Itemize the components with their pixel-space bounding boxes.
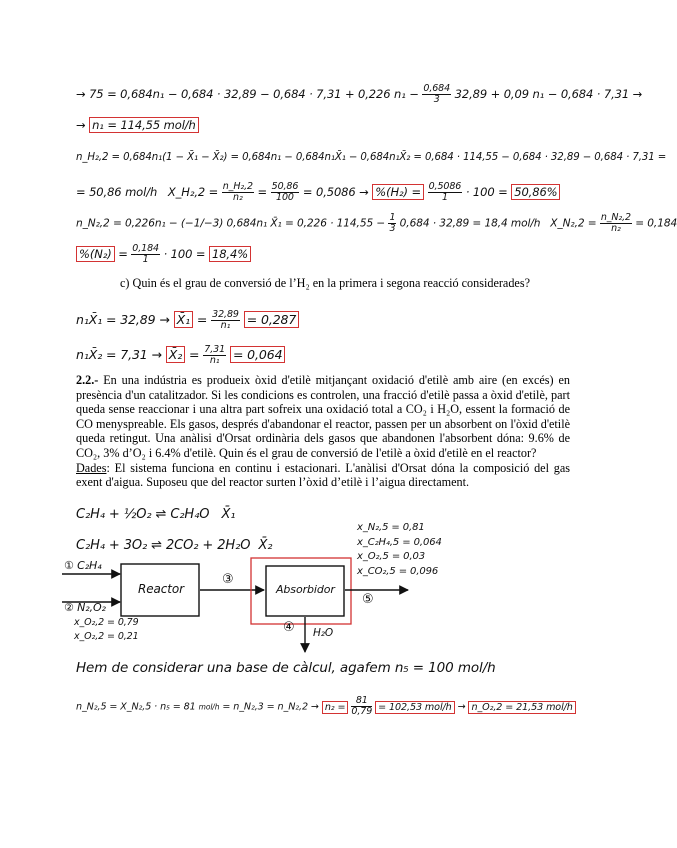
result-box-o2-2: n_O₂,2 = 21,53 mol/h [468,701,575,714]
out5-comp-c2h4: x_C₂H₄,5 = 0,064 [357,536,442,548]
solution-line-3: n_H₂,2 = 0,684n₁(1 − X̄₁ − X̄₂) = 0,684n₁ − 0,684n₁X̄₁ − 0,684n₁X̄₂ = 0,684 · 114,55 − 0,684 · 32,89 − 0,684 · 7,31 = [76,152,667,163]
dades-text: : El sistema funciona en continu i estacionari. L'anàlisi d'Orsat dóna la composició del gas exent d'aigua. Suposeu que del reactor surten l’òxid d’etilè i l’aigua directament. [76,460,570,490]
solution-line-1-tail: 32,89 + 0,09 n₁ − 0,684 · 7,31 → [454,87,643,101]
absorber-label: Absorbidor [276,583,335,596]
solution-line-1-head: → 75 = 0,684n₁ − 0,684 · 32,89 − 0,684 · 7,31 + 0,226 n₁ − [76,87,419,101]
solution-line-4: = 50,86 mol/h X_H₂,2 = $\frac{\text{n\_H₂,2}}{\text{n₂}}$ = $\frac{50,86}{100}$ = 0,5086 → %(H₂) = $\frac{0,5086}{1}$ · 100 = 50,86% [76,182,560,203]
result-box-n1: n₁ = 114,55 mol/h [89,117,199,133]
problem-number: 2.2.- [76,373,99,387]
fraction: $\frac{\text{n\_H₂,2}}{\text{n₂}}$ [222,181,253,203]
solution-line-6: %(N₂) = $\frac{0,184}{1}$ · 100 = 18,4% [76,244,251,265]
result-box-n2-label: n₂ = [322,701,349,714]
feed-2-comp-o2: x_O₂,2 = 0,21 [74,631,139,642]
reaction-2: C₂H₄ + 3O₂ ⇌ 2CO₂ + 2H₂O X̄₂ [76,538,273,553]
fraction: $\frac{50,86}{100}$ [271,181,299,203]
result-box-pct-n2: 18,4% [209,246,251,262]
fraction: $\frac{7,31}{\text{n₁}}$ [204,344,226,366]
result-box-pct-h2: 50,86% [511,184,560,200]
stream-2-label: ② N₂,O₂ [64,601,106,614]
stream-4-label: ④ [283,620,295,635]
solution-line-5: n_N₂,2 = 0,226n₁ − (−1/−3) 0,684n₁ X̄₁ = 0,226 · 114,55 − $\frac{1}{3}$ 0,684 · 32,89 = 18,4 mol/h X_N₂,2 = $\frac{\text{n\_N₂,2}}{\text{n₂}}$ = 0,184 [76,212,677,234]
result-box-n2: = 102,53 mol/h [375,701,455,714]
solution-line-2: → n₁ = 114,55 mol/h [76,118,199,132]
feed-2-comp-n2: x_O₂,2 = 0,79 [74,617,139,628]
reactor-label: Reactor [138,582,184,596]
out5-comp-o2: x_O₂,5 = 0,03 [357,551,426,562]
basis-text: Hem de considerar una base de càlcul, agafem n₅ = 100 mol/h [76,660,496,676]
fraction: $\frac{32,89}{\text{n₁}}$ [212,309,239,331]
solution-c-row-2: n₁X̄₂ = 7,31 → X̄₂ = $\frac{7,31}{\text{n₁}}$ = 0,064 [76,345,285,366]
question-c: c) Quin és el grau de conversió de l’H₂ en la primera i segona reacció considerades? [120,276,530,290]
fraction: $\frac{\text{n\_N₂,2}}{\text{n₂}}$ [600,212,631,234]
fraction: $\frac{0,184}{1}$ [132,243,159,265]
result-box-pct-h2-label: %(H₂) = [372,184,424,200]
fraction: $\frac{1}{3}$ [389,212,396,234]
stream-5-label: ⑤ [362,592,374,607]
basis-calc: n_N₂,5 = X_N₂,5 · n₅ = 81 mol/h = n_N₂,3 = n_N₂,2 → n₂ = $\frac{81}{0,79}$ = 102,53 mol/h → n_O₂,2 = 21,53 mol/h [76,696,576,717]
fraction: $\frac{0,5086}{1}$ [428,181,462,203]
out5-comp-co2: x_CO₂,5 = 0,096 [357,565,439,577]
fraction: $\frac{0,684}{3}$ [423,83,451,105]
stream-1-label: ① C₂H₄ [64,559,102,572]
result-box-x2-label: X̄₂ [166,346,185,363]
stream-3-label: ③ [222,572,234,587]
result-box-x1: = 0,287 [244,311,300,328]
fraction: $\frac{81}{0,79}$ [351,695,373,717]
result-box-pct-n2-label: %(N₂) [76,246,115,262]
dades-label: Dades [76,460,107,475]
result-box-x2: = 0,064 [230,346,286,363]
result-box-x1-label: X̄₁ [174,311,193,328]
problem-text: En una indústria es produeix òxid d'etilè mitjançant oxidació d'etilè amb aire (en excés) en presència d'un catalitzador. Si les condicions es controlen, una fracció d'etilè passa a òxid d'etilè, part queda sense reaccionar i una altra part sofreix una oxidació total a CO₂ i H₂O, essent la formació de CO menyspreable. Els gasos, després d'abandonar el reactor, passen per un absorbent on l'òxid d'etilè queda retingut. Una anàlisi d'Orsat ordinària dels gasos que abandonen l'absorbent dóna: 9.6% de CO₂, 3% d’O₂ i 6.4% d'etilè. Quin és el grau de conversió de l'etilè a òxid d'etilè en el reactor? [76,373,570,460]
solution-c-row-1: n₁X̄₁ = 32,89 → X̄₁ = $\frac{32,89}{\text{n₁}}$ = 0,287 [76,310,299,331]
reaction-1: C₂H₄ + ½O₂ ⇌ C₂H₄O X̄₁ [76,507,236,522]
stream-4-h2o: H₂O [313,627,334,639]
out5-comp-n2: x_N₂,5 = 0,81 [357,522,425,533]
